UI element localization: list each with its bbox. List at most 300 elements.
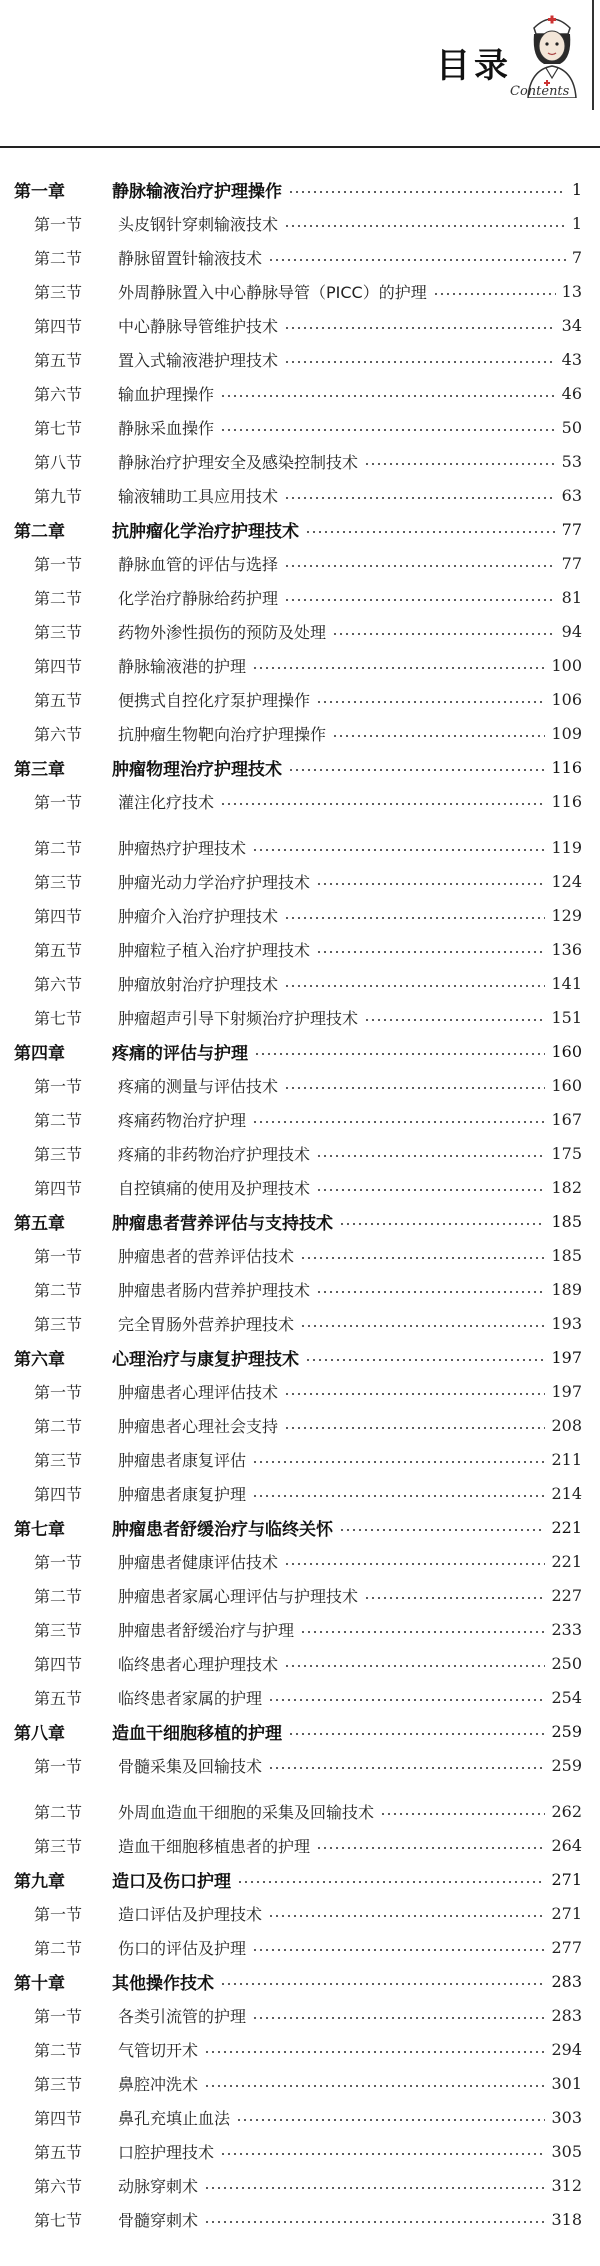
toc-section-entry[interactable]	[0, 1896, 600, 1930]
section-number: 第七节	[34, 418, 83, 438]
section-number: 第二节	[34, 838, 83, 858]
section-title: 疼痛药物治疗护理	[118, 1110, 247, 1130]
chapter-title: 造血干细胞移植的护理	[112, 1723, 282, 1744]
section-title: 肿瘤患者心理社会支持	[118, 1416, 279, 1436]
section-number: 第二节	[34, 1586, 83, 1606]
chapter-title: 肿瘤患者舒缓治疗与临终关怀	[112, 1519, 333, 1540]
toc-section-entry[interactable]	[0, 1544, 600, 1578]
dot-leader	[220, 429, 556, 431]
chapter-title: 肿瘤物理治疗护理技术	[112, 759, 282, 780]
toc-section-entry[interactable]	[0, 410, 600, 444]
section-number: 第五节	[34, 1688, 83, 1708]
toc-section-entry[interactable]	[0, 1136, 600, 1170]
dot-leader	[316, 1847, 545, 1849]
toc-section-entry[interactable]	[0, 1748, 600, 1782]
page-number: 221	[551, 1551, 582, 1571]
dot-leader	[288, 191, 566, 193]
dot-leader	[284, 361, 556, 363]
dot-leader	[364, 1019, 545, 1021]
toc-section-entry[interactable]	[0, 716, 600, 750]
section-number: 第七节	[34, 2210, 83, 2230]
section-title: 疼痛的非药物治疗护理技术	[118, 1144, 311, 1164]
section-number: 第一节	[34, 792, 83, 812]
section-title: 中心静脉导管维护技术	[118, 316, 279, 336]
chapter-title: 抗肿瘤化学治疗护理技术	[112, 521, 299, 542]
section-title: 临终患者家属的护理	[118, 1688, 263, 1708]
dot-leader	[433, 293, 556, 295]
page-number: 124	[551, 871, 582, 891]
section-number: 第三节	[34, 1144, 83, 1164]
dot-leader	[220, 803, 545, 805]
section-number: 第四节	[34, 656, 83, 676]
section-title: 置入式输液港护理技术	[118, 350, 279, 370]
page-number: 141	[551, 973, 582, 993]
page-number: 34	[561, 315, 582, 335]
toc-chapter-entry[interactable]	[0, 172, 600, 206]
dot-leader	[284, 985, 545, 987]
section-number: 第四节	[34, 1484, 83, 1504]
section-number: 第四节	[34, 1654, 83, 1674]
section-number: 第一节	[34, 214, 83, 234]
toc-section-entry[interactable]	[0, 2168, 600, 2202]
toc-section-entry[interactable]	[0, 206, 600, 240]
toc-chapter-entry[interactable]	[0, 750, 600, 784]
section-title: 静脉输液港的护理	[118, 656, 247, 676]
page-number: 312	[551, 2175, 582, 2195]
page-number: 214	[551, 1483, 582, 1503]
page-number: 277	[551, 1937, 582, 1957]
section-title: 输液辅助工具应用技术	[118, 486, 279, 506]
section-number: 第二节	[34, 1938, 83, 1958]
dot-leader	[316, 701, 545, 703]
page-number: 53	[561, 451, 582, 471]
section-title: 鼻孔充填止血法	[118, 2108, 231, 2128]
page-number: 160	[551, 1041, 582, 1061]
toc-section-entry[interactable]	[0, 240, 600, 274]
dot-leader	[300, 1631, 545, 1633]
toc-chapter-entry[interactable]	[0, 1204, 600, 1238]
dot-leader	[364, 463, 556, 465]
section-title: 造口评估及护理技术	[118, 1904, 263, 1924]
page-number: 160	[551, 1075, 582, 1095]
toc-section-entry[interactable]	[0, 830, 600, 864]
section-number: 第五节	[34, 2142, 83, 2162]
page-number: 283	[551, 2005, 582, 2025]
toc-chapter-entry[interactable]	[0, 512, 600, 546]
page-number: 50	[561, 417, 582, 437]
dot-leader	[284, 1087, 545, 1089]
section-title: 静脉采血操作	[118, 418, 215, 438]
section-number: 第四节	[34, 906, 83, 926]
dot-leader	[332, 633, 556, 635]
toc-section-entry[interactable]	[0, 1828, 600, 1862]
section-number: 第一节	[34, 2006, 83, 2026]
page-number: 189	[551, 1279, 582, 1299]
toc-section-entry[interactable]	[0, 864, 600, 898]
dot-leader	[254, 1053, 545, 1055]
section-title: 肿瘤超声引导下射频治疗护理技术	[118, 1008, 359, 1028]
section-title: 肿瘤患者的营养评估技术	[118, 1246, 295, 1266]
section-title: 鼻腔冲洗术	[118, 2074, 199, 2094]
dot-leader	[252, 1121, 545, 1123]
chapter-number: 第十章	[14, 1973, 65, 1994]
toc-section-entry[interactable]	[0, 1102, 600, 1136]
page-number: 94	[561, 621, 582, 641]
section-title: 气管切开术	[118, 2040, 199, 2060]
toc-section-entry[interactable]	[0, 2202, 600, 2236]
dot-leader	[236, 2119, 545, 2121]
dot-leader	[380, 1813, 545, 1815]
section-title: 静脉治疗护理安全及感染控制技术	[118, 452, 359, 472]
page-title: 目录	[436, 46, 512, 86]
chapter-number: 第二章	[14, 521, 65, 542]
section-number: 第二节	[34, 1110, 83, 1130]
chapter-title: 静脉输液治疗护理操作	[112, 181, 282, 202]
section-number: 第九节	[34, 486, 83, 506]
page-number: 197	[551, 1381, 582, 1401]
page-number: 81	[561, 587, 582, 607]
page-number: 43	[561, 349, 582, 369]
section-number: 第八节	[34, 452, 83, 472]
page-number: 46	[561, 383, 582, 403]
page-number: 63	[561, 485, 582, 505]
section-title: 灌注化疗技术	[118, 792, 215, 812]
page-number: 116	[551, 757, 582, 777]
toc-chapter-entry[interactable]	[0, 1862, 600, 1896]
dot-leader	[268, 259, 566, 261]
toc-section-entry[interactable]	[0, 1794, 600, 1828]
section-number: 第三节	[34, 622, 83, 642]
chapter-title: 肿瘤患者营养评估与支持技术	[112, 1213, 333, 1234]
chapter-number: 第三章	[14, 759, 65, 780]
section-title: 肿瘤介入治疗护理技术	[118, 906, 279, 926]
dot-leader	[252, 1495, 545, 1497]
toc-section-entry[interactable]	[0, 648, 600, 682]
dot-leader	[284, 497, 556, 499]
section-number: 第二节	[34, 588, 83, 608]
section-title: 造血干细胞移植患者的护理	[118, 1836, 311, 1856]
toc-section-entry[interactable]	[0, 1408, 600, 1442]
section-title: 静脉留置针输液技术	[118, 248, 263, 268]
header-rule-vertical	[592, 0, 594, 110]
page-number: 116	[551, 791, 582, 811]
toc-section-entry[interactable]	[0, 1170, 600, 1204]
toc-section-entry[interactable]	[0, 1306, 600, 1340]
section-title: 完全胃肠外营养护理技术	[118, 1314, 295, 1334]
section-number: 第四节	[34, 2108, 83, 2128]
page-number: 197	[551, 1347, 582, 1367]
section-title: 疼痛的测量与评估技术	[118, 1076, 279, 1096]
toc-section-entry[interactable]	[0, 376, 600, 410]
section-number: 第六节	[34, 724, 83, 744]
page-number: 221	[551, 1517, 582, 1537]
page-number: 77	[561, 553, 582, 573]
section-title: 自控镇痛的使用及护理技术	[118, 1178, 311, 1198]
section-title: 各类引流管的护理	[118, 2006, 247, 2026]
section-number: 第二节	[34, 2040, 83, 2060]
section-title: 肿瘤患者心理评估技术	[118, 1382, 279, 1402]
toc-section-entry[interactable]	[0, 308, 600, 342]
page-number: 129	[551, 905, 582, 925]
page-header	[0, 0, 600, 120]
page-number: 283	[551, 1971, 582, 1991]
section-number: 第三节	[34, 1314, 83, 1334]
dot-leader	[252, 2017, 545, 2019]
dot-leader	[284, 327, 556, 329]
chapter-number: 第一章	[14, 181, 65, 202]
section-number: 第五节	[34, 690, 83, 710]
toc-section-entry[interactable]	[0, 932, 600, 966]
dot-leader	[305, 531, 556, 533]
section-title: 临终患者心理护理技术	[118, 1654, 279, 1674]
dot-leader	[220, 395, 556, 397]
section-number: 第五节	[34, 350, 83, 370]
section-number: 第三节	[34, 282, 83, 302]
toc-section-entry[interactable]	[0, 580, 600, 614]
toc-section-entry[interactable]	[0, 2100, 600, 2134]
section-number: 第三节	[34, 2074, 83, 2094]
section-title: 头皮钢针穿刺输液技术	[118, 214, 279, 234]
page-number: 250	[551, 1653, 582, 1673]
dot-leader	[316, 883, 545, 885]
section-title: 肿瘤患者康复护理	[118, 1484, 247, 1504]
section-title: 便携式自控化疗泵护理操作	[118, 690, 311, 710]
section-number: 第一节	[34, 1246, 83, 1266]
dot-leader	[305, 1359, 545, 1361]
page-number: 182	[551, 1177, 582, 1197]
toc-section-entry[interactable]	[0, 1068, 600, 1102]
dot-leader	[237, 1881, 545, 1883]
dot-leader	[220, 1983, 545, 1985]
page-number: 193	[551, 1313, 582, 1333]
dot-leader	[316, 951, 545, 953]
chapter-number: 第四章	[14, 1043, 65, 1064]
dot-leader	[284, 1393, 545, 1395]
page-number: 208	[551, 1415, 582, 1435]
toc-section-entry[interactable]	[0, 342, 600, 376]
section-number: 第二节	[34, 1280, 83, 1300]
page-number: 100	[551, 655, 582, 675]
chapter-title: 疼痛的评估与护理	[112, 1043, 248, 1064]
section-title: 化学治疗静脉给药护理	[118, 588, 279, 608]
page-number: 175	[551, 1143, 582, 1163]
toc-section-entry[interactable]	[0, 1612, 600, 1646]
dot-leader	[284, 599, 556, 601]
chapter-number: 第七章	[14, 1519, 65, 1540]
toc-section-entry[interactable]	[0, 274, 600, 308]
page-number: 185	[551, 1211, 582, 1231]
dot-leader	[252, 849, 545, 851]
toc-section-entry[interactable]	[0, 2134, 600, 2168]
section-title: 口腔护理技术	[118, 2142, 215, 2162]
dot-leader	[204, 2085, 545, 2087]
section-number: 第六节	[34, 384, 83, 404]
toc-section-entry[interactable]	[0, 1238, 600, 1272]
section-title: 肿瘤光动力学治疗护理技术	[118, 872, 311, 892]
section-number: 第六节	[34, 2176, 83, 2196]
toc-section-entry[interactable]	[0, 1998, 600, 2032]
page-number: 211	[551, 1449, 582, 1469]
section-title: 肿瘤患者肠内营养护理技术	[118, 1280, 311, 1300]
toc-section-entry[interactable]	[0, 478, 600, 512]
dot-leader	[288, 769, 545, 771]
dot-leader	[284, 917, 545, 919]
toc-section-entry[interactable]	[0, 1680, 600, 1714]
dot-leader	[252, 1949, 545, 1951]
section-number: 第三节	[34, 1450, 83, 1470]
dot-leader	[284, 1427, 545, 1429]
section-title: 伤口的评估及护理	[118, 1938, 247, 1958]
dot-leader	[284, 1563, 545, 1565]
dot-leader	[316, 1155, 545, 1157]
page-number: 7	[571, 247, 582, 267]
page-number: 271	[551, 1903, 582, 1923]
section-title: 肿瘤热疗护理技术	[118, 838, 247, 858]
page-number: 262	[551, 1801, 582, 1821]
dot-leader	[220, 2153, 545, 2155]
chapter-number: 第九章	[14, 1871, 65, 1892]
toc-chapter-entry[interactable]	[0, 1340, 600, 1374]
section-number: 第一节	[34, 1756, 83, 1776]
dot-leader	[204, 2051, 545, 2053]
section-number: 第四节	[34, 316, 83, 336]
section-number: 第三节	[34, 872, 83, 892]
page-number: 151	[551, 1007, 582, 1027]
toc-section-entry[interactable]	[0, 898, 600, 932]
toc-section-entry[interactable]	[0, 1000, 600, 1034]
page-number: 119	[551, 837, 582, 857]
chapter-number: 第六章	[14, 1349, 65, 1370]
section-number: 第一节	[34, 1382, 83, 1402]
page-number: 136	[551, 939, 582, 959]
page-number: 13	[561, 281, 582, 301]
page-number: 227	[551, 1585, 582, 1605]
dot-leader	[316, 1189, 545, 1191]
dot-leader	[268, 1767, 545, 1769]
dot-leader	[252, 667, 545, 669]
chapter-title: 造口及伤口护理	[112, 1871, 231, 1892]
page-number: 106	[551, 689, 582, 709]
chapter-title: 心理治疗与康复护理技术	[112, 1349, 299, 1370]
dot-leader	[300, 1257, 545, 1259]
page-number: 1	[571, 213, 582, 233]
dot-leader	[204, 2221, 545, 2223]
dot-leader	[300, 1325, 545, 1327]
toc-chapter-entry[interactable]	[0, 1714, 600, 1748]
page-subtitle: Contents	[510, 84, 570, 99]
section-number: 第五节	[34, 940, 83, 960]
section-title: 肿瘤患者舒缓治疗与护理	[118, 1620, 295, 1640]
dot-leader	[339, 1223, 545, 1225]
dot-leader	[339, 1529, 545, 1531]
section-title: 抗肿瘤生物靶向治疗护理操作	[118, 724, 327, 744]
toc-chapter-entry[interactable]	[0, 1034, 600, 1068]
page-number: 271	[551, 1869, 582, 1889]
page-number: 318	[551, 2209, 582, 2229]
page-number: 1	[571, 179, 582, 199]
section-title: 肿瘤患者康复评估	[118, 1450, 247, 1470]
toc-section-entry[interactable]	[0, 784, 600, 818]
dot-leader	[284, 225, 566, 227]
toc-section-entry[interactable]	[0, 1374, 600, 1408]
toc-section-entry[interactable]	[0, 966, 600, 1000]
toc-section-entry[interactable]	[0, 1930, 600, 1964]
section-title: 静脉血管的评估与选择	[118, 554, 279, 574]
toc-chapter-entry[interactable]	[0, 1510, 600, 1544]
section-title: 肿瘤放射治疗护理技术	[118, 974, 279, 994]
toc-section-entry[interactable]	[0, 2032, 600, 2066]
header-rule	[0, 146, 600, 148]
page-number: 109	[551, 723, 582, 743]
section-number: 第二节	[34, 1416, 83, 1436]
dot-leader	[268, 1699, 545, 1701]
section-number: 第二节	[34, 248, 83, 268]
page-number: 303	[551, 2107, 582, 2127]
page-number: 264	[551, 1835, 582, 1855]
toc-section-entry[interactable]	[0, 1578, 600, 1612]
page-number: 254	[551, 1687, 582, 1707]
section-title: 外周静脉置入中心静脉导管（PICC）的护理	[118, 282, 427, 302]
section-number: 第三节	[34, 1620, 83, 1640]
section-title: 输血护理操作	[118, 384, 215, 404]
dot-leader	[332, 735, 545, 737]
page-number: 301	[551, 2073, 582, 2093]
section-number: 第四节	[34, 1178, 83, 1198]
page-number: 259	[551, 1755, 582, 1775]
toc-section-entry[interactable]	[0, 1272, 600, 1306]
section-title: 肿瘤患者家属心理评估与护理技术	[118, 1586, 359, 1606]
dot-leader	[364, 1597, 545, 1599]
toc-section-entry[interactable]	[0, 1646, 600, 1680]
section-number: 第一节	[34, 1904, 83, 1924]
toc-section-entry[interactable]	[0, 682, 600, 716]
dot-leader	[284, 1665, 545, 1667]
page-number: 233	[551, 1619, 582, 1639]
section-number: 第一节	[34, 1076, 83, 1096]
dot-leader	[204, 2187, 545, 2189]
page-number: 305	[551, 2141, 582, 2161]
toc-section-entry[interactable]	[0, 614, 600, 648]
section-title: 骨髓穿刺术	[118, 2210, 199, 2230]
toc-section-entry[interactable]	[0, 2066, 600, 2100]
section-number: 第二节	[34, 1802, 83, 1822]
section-title: 肿瘤患者健康评估技术	[118, 1552, 279, 1572]
page-number: 294	[551, 2039, 582, 2059]
section-number: 第三节	[34, 1836, 83, 1856]
section-number: 第七节	[34, 1008, 83, 1028]
chapter-number: 第五章	[14, 1213, 65, 1234]
section-title: 骨髓采集及回输技术	[118, 1756, 263, 1776]
dot-leader	[284, 565, 556, 567]
dot-leader	[252, 1461, 545, 1463]
toc-section-entry[interactable]	[0, 546, 600, 580]
chapter-title: 其他操作技术	[112, 1973, 214, 1994]
section-number: 第一节	[34, 1552, 83, 1572]
section-title: 动脉穿刺术	[118, 2176, 199, 2196]
table-of-contents	[0, 172, 600, 2252]
toc-section-entry[interactable]	[0, 1476, 600, 1510]
toc-section-entry[interactable]	[0, 444, 600, 478]
page-number: 167	[551, 1109, 582, 1129]
section-title: 药物外渗性损伤的预防及处理	[118, 622, 327, 642]
toc-section-entry[interactable]	[0, 1442, 600, 1476]
chapter-number: 第八章	[14, 1723, 65, 1744]
section-number: 第六节	[34, 974, 83, 994]
section-title: 肿瘤粒子植入治疗护理技术	[118, 940, 311, 960]
toc-chapter-entry[interactable]	[0, 1964, 600, 1998]
page-number: 259	[551, 1721, 582, 1741]
section-number: 第一节	[34, 554, 83, 574]
